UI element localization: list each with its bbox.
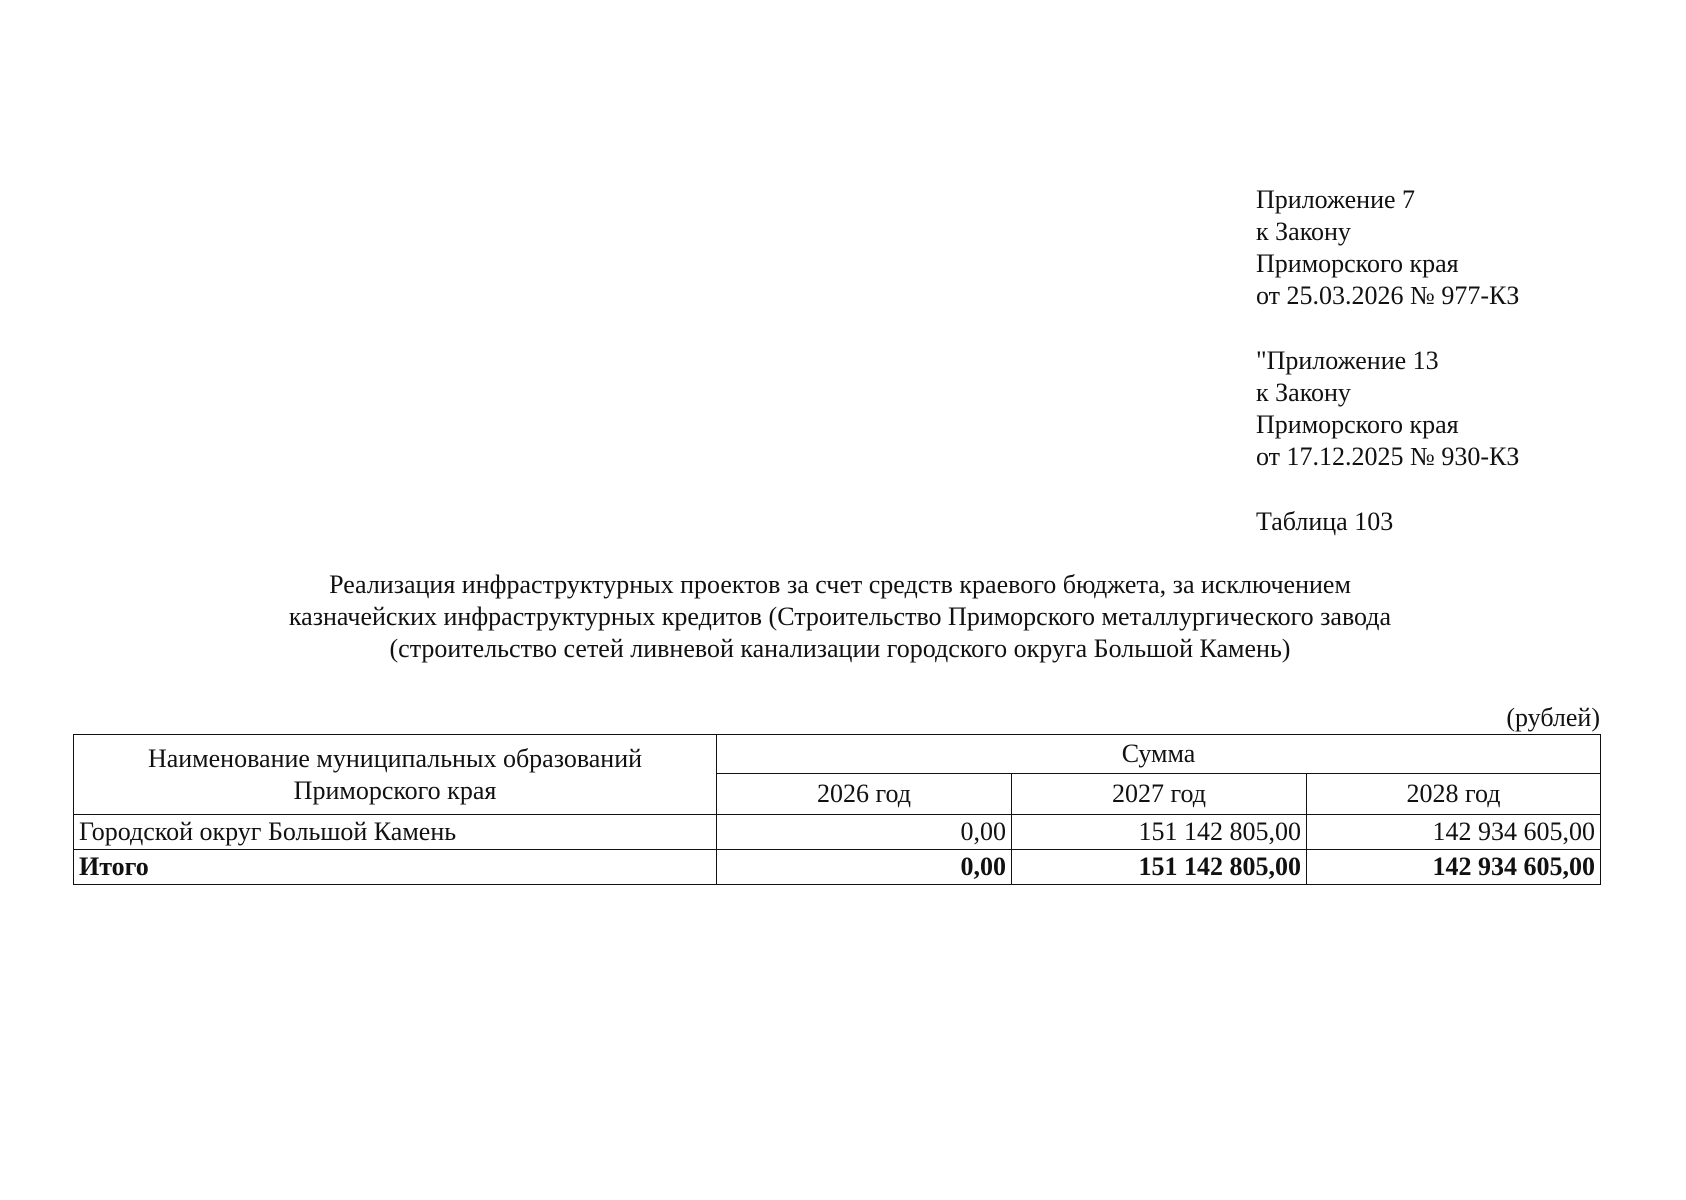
title-line: (строительство сетей ливневой канализации городского округа Большой Камень) [389,634,1291,663]
header-year-2026: 2026 год [717,774,1012,815]
appendix-7-line: от 25.03.2026 № 977-КЗ [1256,281,1520,310]
header-municipality: Наименование муниципальных образований Приморского края [74,735,717,815]
appendix-13-line: от 17.12.2025 № 930-КЗ [1256,442,1520,471]
total-value-2027: 151 142 805,00 [1012,850,1307,885]
table-number: Таблица 103 [1256,507,1394,536]
appendix-7-header [1256,184,1519,312]
row-value-2026: 0,00 [717,815,1012,850]
table-row [74,815,1601,850]
document-title [150,569,1530,665]
total-value-2026: 0,00 [717,850,1012,885]
appendix-13-line: Приморского края [1256,410,1459,439]
row-value-2028: 142 934 605,00 [1307,815,1601,850]
total-row [74,850,1601,885]
title-line: казначейских инфраструктурных кредитов (Строительство Приморского металлургического завода [288,602,1392,631]
appendix-13-header [1256,345,1519,473]
appendix-7-line: к Закону [1256,217,1351,246]
title-line: Реализация инфраструктурных проектов за счет средств краевого бюджета, за исключением [329,570,1351,599]
appendix-13-line: "Приложение 13 [1256,346,1439,375]
appendix-7-line: Приложение 7 [1256,185,1416,214]
units-label: (рублей) [1506,703,1600,732]
budget-table [73,734,1601,885]
total-value-2028: 142 934 605,00 [1307,850,1601,885]
row-name: Городской округ Большой Камень [74,815,717,850]
appendix-7-line: Приморского края [1256,249,1459,278]
header-year-2028: 2028 год [1307,774,1601,815]
row-value-2027: 151 142 805,00 [1012,815,1307,850]
header-sum: Сумма [717,735,1601,774]
appendix-13-line: к Закону [1256,378,1351,407]
total-label: Итого [74,850,717,885]
header-year-2027: 2027 год [1012,774,1307,815]
